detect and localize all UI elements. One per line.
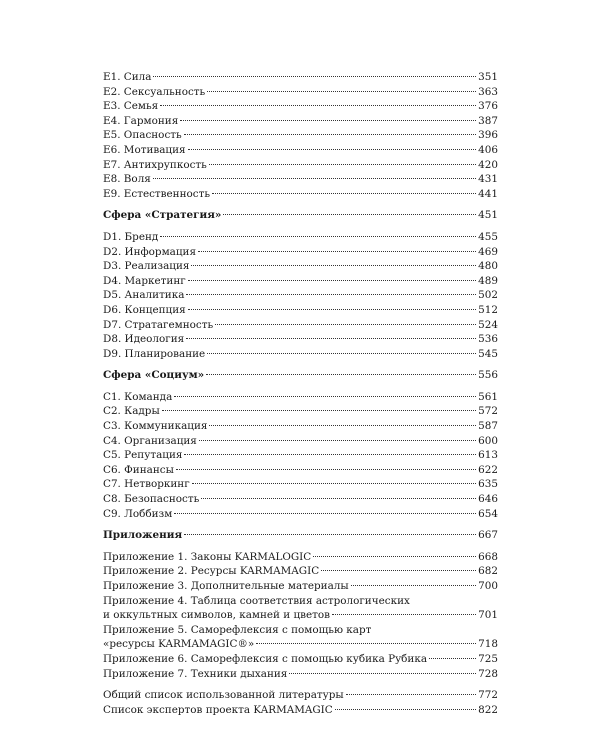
toc-entry-title: Общий список использованной литературы [103,689,344,702]
toc-entry-title: E2. Сексуальность [103,85,206,98]
toc-entry[interactable] [103,667,498,682]
toc-entry[interactable] [103,594,498,623]
toc-entry[interactable] [103,259,498,274]
dot-leader [174,513,476,514]
toc-entry-title: Приложение 7. Техники дыхания [103,667,288,680]
dot-leader [199,440,476,441]
toc-entry-title: C4. Организация [103,434,197,447]
section-gap [103,223,498,230]
dot-leader [335,709,476,710]
toc-entry-page: 363 [478,85,498,98]
toc-entry-page: 682 [478,565,498,578]
toc-entry-page: 455 [478,230,498,243]
toc-entry-page: 646 [478,493,498,506]
toc-entry-title: E8. Воля [103,173,151,186]
dot-leader [188,280,476,281]
dot-leader [207,91,476,92]
dot-leader [351,585,476,586]
toc-entry[interactable] [103,507,498,522]
toc-entry[interactable] [103,419,498,434]
toc-entry-title: D7. Стратагемность [103,318,214,331]
toc-entry-page: 772 [478,689,498,702]
section-heading-page: 451 [478,209,498,222]
toc-entry-title: E4. Гармония [103,114,179,127]
toc-entry-title: C9. Лоббизм [103,507,173,520]
dot-leader [184,134,476,135]
dot-leader [174,396,476,397]
toc-entry-page: 489 [478,274,498,287]
dot-leader [289,673,476,674]
toc-entry[interactable] [103,128,498,143]
table-of-contents [103,70,498,717]
dot-leader [192,483,476,484]
toc-entry-page: 572 [478,405,498,418]
toc-entry-page: 387 [478,114,498,127]
toc-entry-page: 469 [478,245,498,258]
toc-entry[interactable] [103,390,498,405]
toc-entry-title: Приложение 3. Дополнительные материалы [103,580,349,592]
toc-entry-title: C8. Безопасность [103,493,200,506]
dot-leader [153,178,476,179]
dot-leader [162,410,476,411]
toc-entry-page: 668 [478,550,498,563]
dot-leader [191,265,476,266]
dot-leader [207,353,476,354]
toc-entry-title: D3. Реализация [103,260,190,273]
toc-entry-page: 728 [478,667,498,680]
toc-entry-page: 512 [478,303,498,316]
toc-entry-title: D2. Информация [103,245,197,258]
section-heading-page: 667 [478,529,498,542]
dot-leader [212,193,476,194]
toc-entry[interactable] [103,318,498,333]
toc-entry-title: D5. Аналитика [103,289,185,302]
toc-entry-page: 480 [478,260,498,273]
dot-leader [206,374,476,375]
dot-leader [184,454,476,455]
toc-entry-page: 561 [478,390,498,403]
toc-entry[interactable] [103,158,498,173]
toc-entry-page: 635 [478,478,498,491]
toc-entry-title: E5. Опасность [103,129,182,142]
toc-entry[interactable] [103,492,498,507]
toc-entry-page: 654 [478,507,498,520]
toc-entry-title: C3. Коммуникация [103,420,208,433]
toc-entry[interactable] [103,99,498,114]
toc-entry[interactable] [103,230,498,245]
dot-leader [186,294,476,295]
toc-entry[interactable] [103,245,498,260]
toc-entry-page: 701 [478,609,498,622]
toc-entry-title: Приложение 5. Саморефлексия с помощью карт [103,623,372,636]
toc-entry-page: 441 [478,187,498,200]
toc-entry-title: D9. Планирование [103,347,206,360]
dot-leader [346,694,476,695]
toc-entry-title: Приложение 1. Законы KARMALOGIC [103,550,312,563]
toc-entry-page: 406 [478,143,498,156]
dot-leader [209,425,476,426]
toc-entry-title: C6. Финансы [103,463,174,476]
toc-entry-title: C5. Репутация [103,449,183,462]
dot-leader [160,105,476,106]
toc-entry[interactable] [103,114,498,129]
section-gap [103,543,498,550]
toc-entry-title: E3. Семья [103,100,159,113]
toc-entry[interactable] [103,579,498,594]
section-heading[interactable] [103,208,498,223]
toc-entry[interactable] [103,143,498,158]
section-gap [103,361,498,368]
toc-entry-page: 420 [478,158,498,171]
toc-entry-title: C1. Команда [103,390,173,403]
dot-leader [223,214,476,215]
dot-leader [176,469,476,470]
dot-leader [188,309,476,310]
dot-leader [198,251,476,252]
section-heading-title: Сфера «Социум» [103,369,205,382]
toc-entry-title: D6. Концепция [103,303,186,316]
toc-entry[interactable] [103,288,498,303]
dot-leader [332,614,476,615]
toc-entry[interactable] [103,187,498,202]
toc-entry-line [103,594,498,609]
toc-entry-page: 376 [478,100,498,113]
toc-entry[interactable] [103,688,498,703]
section-heading-title: Сфера «Стратегия» [103,209,222,222]
toc-entry-page: 613 [478,449,498,462]
toc-entry[interactable] [103,703,498,718]
toc-entry-page: 700 [478,580,498,592]
section-heading-title: Приложения [103,529,183,542]
toc-entry-title: D4. Маркетинг [103,274,186,287]
dot-leader [313,556,476,557]
dot-leader [184,534,476,535]
toc-entry-title: C2. Кадры [103,405,160,418]
toc-entry-title: Приложение 2. Ресурсы KARMAMAGIC [103,565,320,578]
toc-entry-title: Приложение 4. Таблица соответствия астрологических [103,594,410,607]
dot-leader [209,164,476,165]
section-gap [103,521,498,528]
toc-entry[interactable] [103,652,498,667]
toc-entry[interactable] [103,623,498,652]
toc-entry-page: 396 [478,129,498,142]
toc-entry-line [103,637,498,652]
toc-entry-title: «ресурсы KARMAMAGIC®» [103,638,255,651]
toc-entry[interactable] [103,448,498,463]
toc-entry[interactable] [103,172,498,187]
section-gap [103,383,498,390]
section-gap [103,681,498,688]
toc-entry-title: C7. Нетворкинг [103,478,190,491]
toc-entry-page: 725 [478,652,498,665]
section-heading[interactable] [103,528,498,543]
toc-entry-page: 536 [478,333,498,346]
section-gap [103,201,498,208]
toc-entry-line [103,608,498,623]
toc-entry-page: 718 [478,638,498,651]
toc-entry-title: Список экспертов проекта KARMAMAGIC [103,703,333,716]
toc-entry-page: 502 [478,289,498,302]
toc-entry[interactable] [103,463,498,478]
dot-leader [215,324,476,325]
toc-entry-title: D8. Идеология [103,333,185,346]
toc-entry[interactable] [103,347,498,362]
toc-entry-page: 545 [478,347,498,360]
dot-leader [256,643,476,644]
dot-leader [160,236,476,237]
toc-entry-page: 622 [478,463,498,476]
toc-entry[interactable] [103,70,498,85]
dot-leader [188,149,477,150]
toc-entry[interactable] [103,274,498,289]
toc-entry-page: 600 [478,434,498,447]
toc-entry-title: E6. Мотивация [103,143,186,156]
toc-entry-page: 822 [478,703,498,716]
toc-entry-title: E1. Сила [103,71,152,83]
toc-entry-title: и оккультных символов, камней и цветов [103,609,331,622]
section-heading[interactable] [103,368,498,383]
dot-leader [153,76,476,77]
toc-entry[interactable] [103,550,498,565]
toc-entry-title: Приложение 6. Саморефлексия с помощью кубика Рубика [103,652,428,665]
toc-entry[interactable] [103,332,498,347]
toc-entry[interactable] [103,434,498,449]
section-heading-page: 556 [478,369,498,382]
toc-entry-page: 524 [478,318,498,331]
toc-entry-title: E9. Естественность [103,187,211,200]
toc-entry[interactable] [103,303,498,318]
dot-leader [321,570,476,571]
toc-entry-page: 431 [478,173,498,186]
dot-leader [180,120,476,121]
toc-entry[interactable] [103,477,498,492]
toc-entry-title: D1. Бренд [103,230,159,243]
toc-entry[interactable] [103,85,498,100]
toc-entry-page: 587 [478,420,498,433]
toc-entry-page: 351 [478,71,498,83]
toc-entry[interactable] [103,564,498,579]
toc-entry-line [103,623,498,638]
dot-leader [429,658,476,659]
toc-entry-title: E7. Антихрупкость [103,158,207,171]
dot-leader [201,498,476,499]
dot-leader [186,338,476,339]
toc-entry[interactable] [103,404,498,419]
